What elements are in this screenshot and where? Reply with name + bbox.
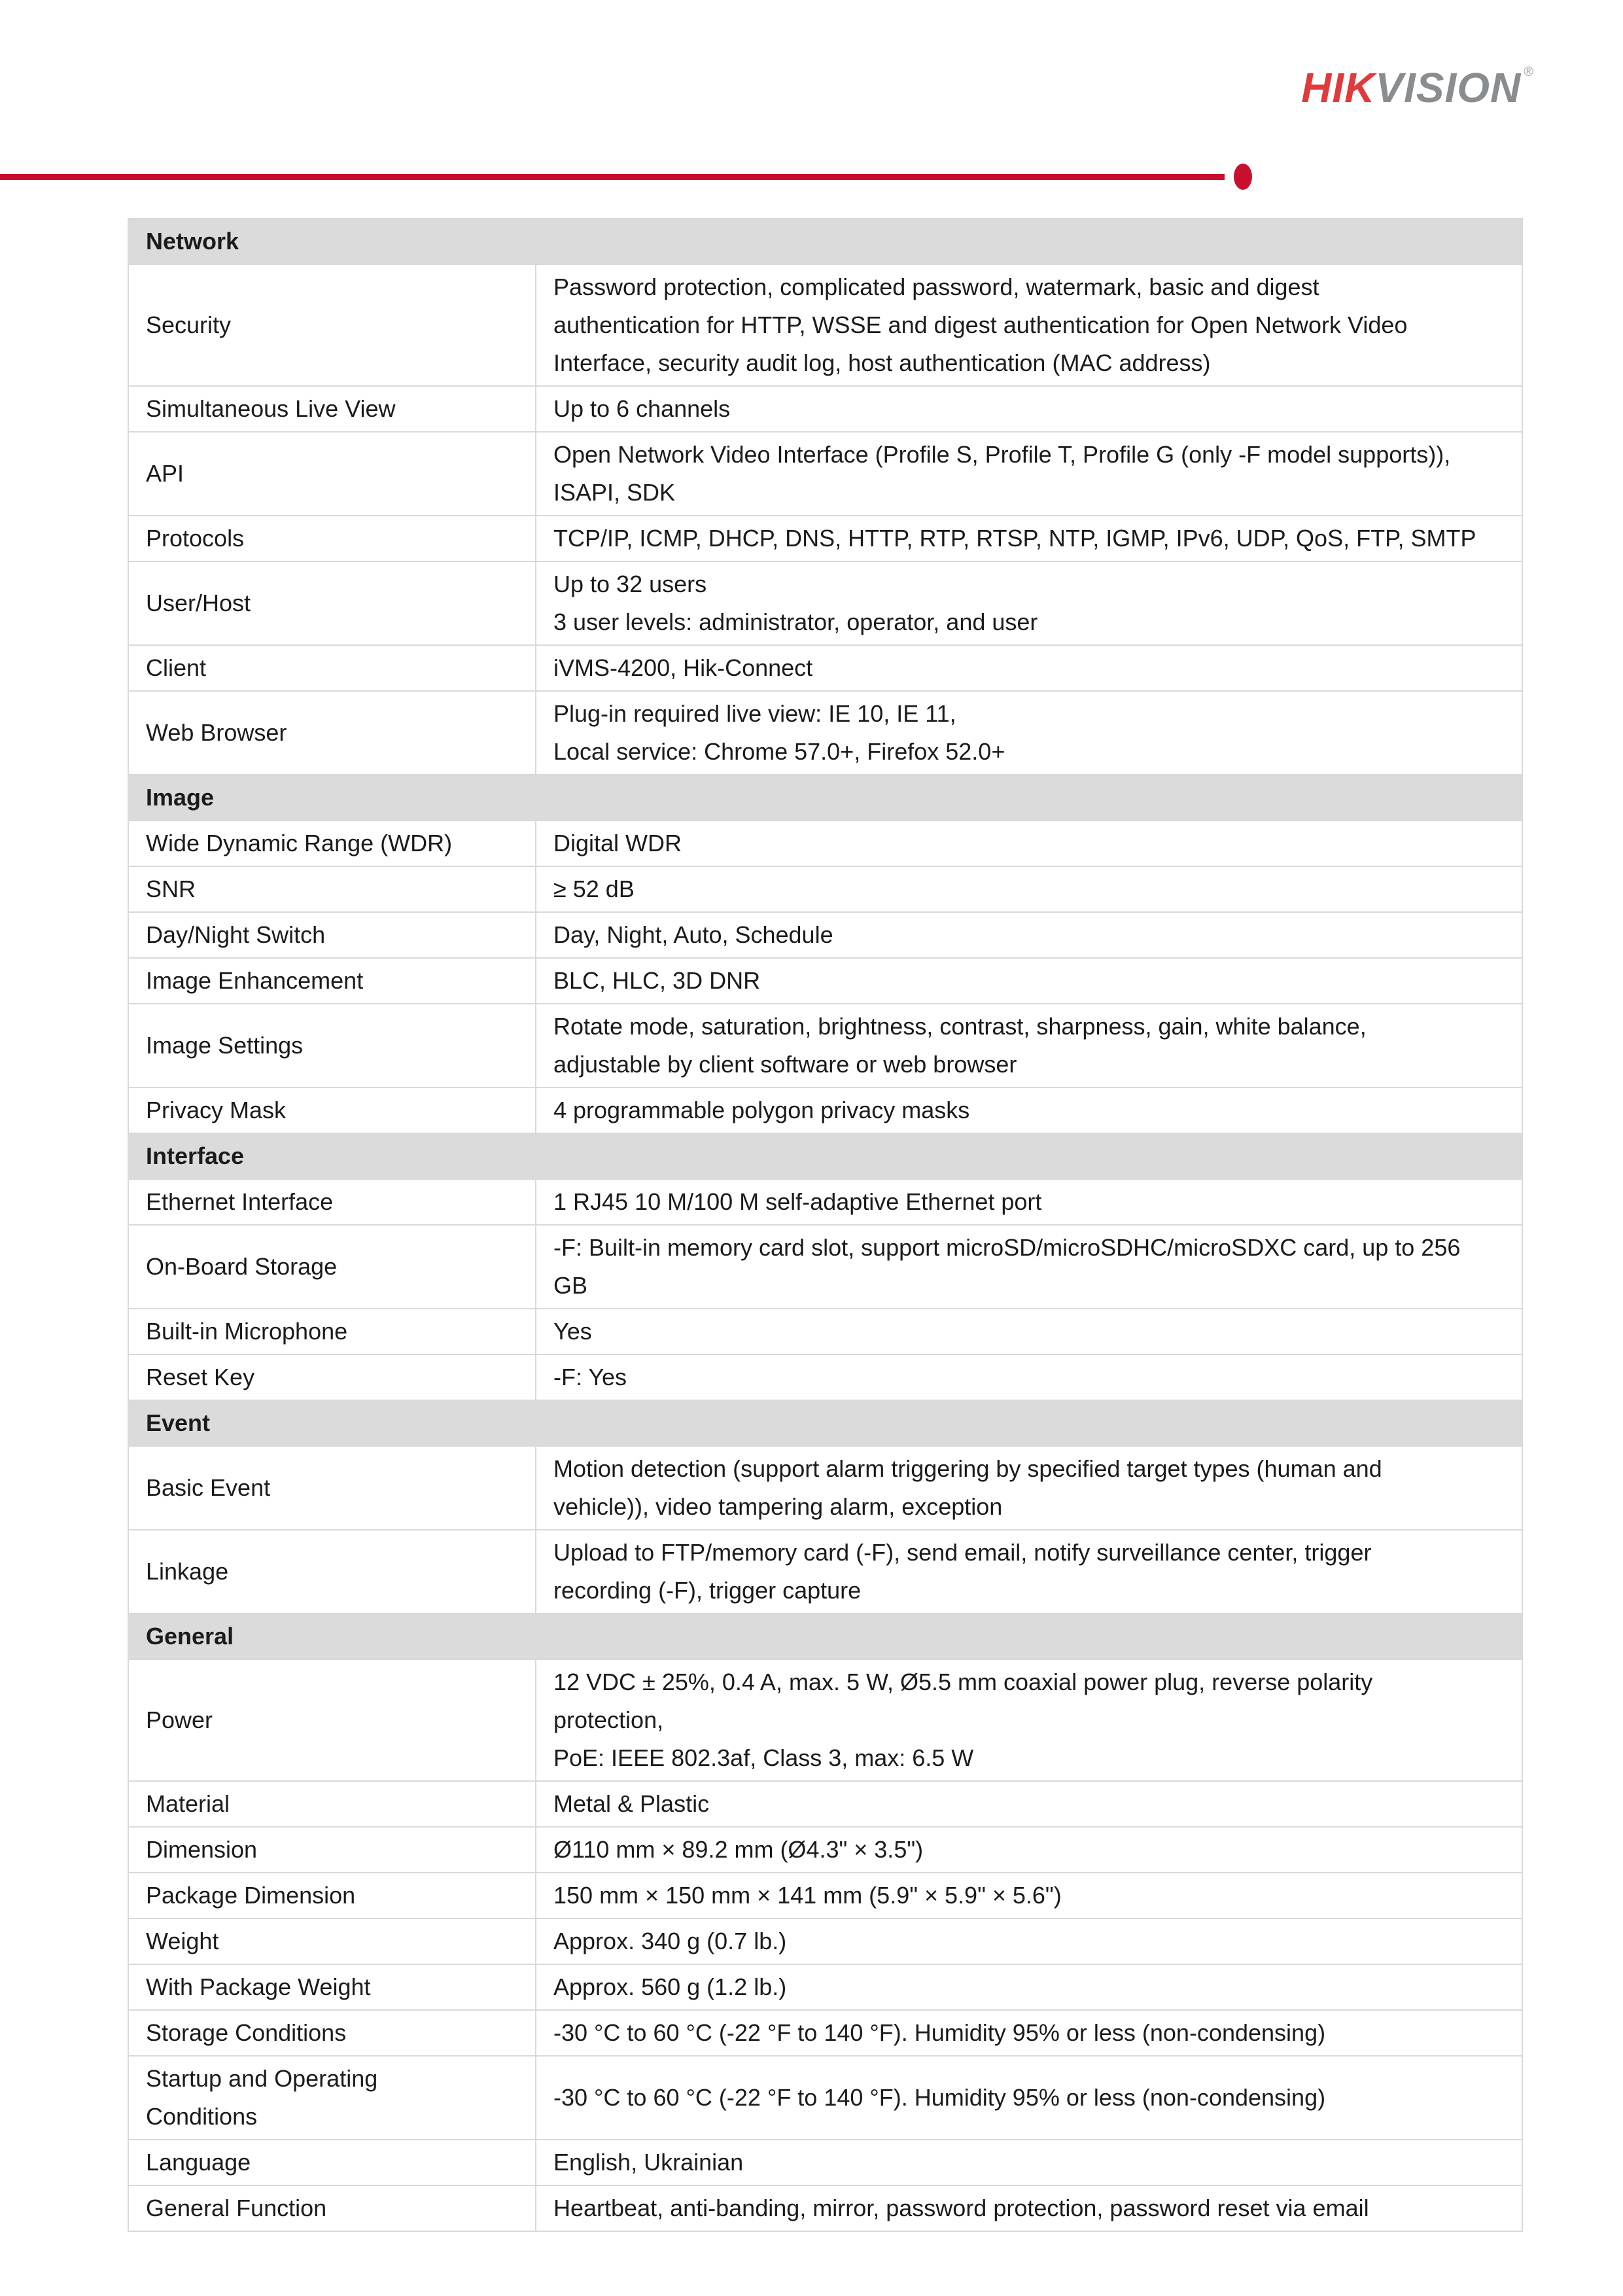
spec-row	[128, 1087, 1522, 1133]
spec-value: Open Network Video Interface (Profile S, Profile T, Profile G (only -F model supports)), ISAPI, SDK	[536, 432, 1522, 516]
spec-label: Startup and Operating Conditions	[128, 2056, 536, 2140]
spec-value: Up to 6 channels	[536, 386, 1522, 432]
spec-value: Up to 32 users 3 user levels: administrator, operator, and user	[536, 561, 1522, 645]
spec-row	[128, 912, 1522, 958]
section-title: General	[128, 1614, 1522, 1659]
spec-table	[128, 218, 1523, 2232]
spec-value: Heartbeat, anti-banding, mirror, password protection, password reset via email	[536, 2185, 1522, 2231]
logo-vision-text: VISION	[1375, 64, 1522, 111]
spec-label: Package Dimension	[128, 1873, 536, 1918]
spec-label: General Function	[128, 2185, 536, 2231]
spec-row	[128, 2056, 1522, 2140]
spec-label: Basic Event	[128, 1446, 536, 1530]
spec-label: With Package Weight	[128, 1964, 536, 2010]
spec-value: ≥ 52 dB	[536, 866, 1522, 912]
spec-label: Web Browser	[128, 691, 536, 775]
spec-label: Power	[128, 1659, 536, 1781]
spec-row	[128, 866, 1522, 912]
spec-label: Protocols	[128, 516, 536, 561]
spec-row	[128, 1964, 1522, 2010]
spec-label: Material	[128, 1781, 536, 1827]
spec-row	[128, 1004, 1522, 1087]
section-title: Event	[128, 1400, 1522, 1446]
spec-value: -30 °C to 60 °C (-22 °F to 140 °F). Humidity 95% or less (non-condensing)	[536, 2010, 1522, 2056]
spec-value: iVMS-4200, Hik-Connect	[536, 645, 1522, 691]
spec-label: Weight	[128, 1918, 536, 1964]
spec-label: Storage Conditions	[128, 2010, 536, 2056]
spec-row	[128, 1918, 1522, 1964]
spec-value: Upload to FTP/memory card (-F), send email, notify surveillance center, trigger recording (-F), trigger capture	[536, 1530, 1522, 1614]
spec-value: Rotate mode, saturation, brightness, contrast, sharpness, gain, white balance, adjustable by client software or web browser	[536, 1004, 1522, 1087]
spec-label: Linkage	[128, 1530, 536, 1614]
spec-value: English, Ukrainian	[536, 2140, 1522, 2185]
spec-value: BLC, HLC, 3D DNR	[536, 958, 1522, 1004]
spec-row	[128, 821, 1522, 866]
spec-row	[128, 2140, 1522, 2185]
spec-row	[128, 645, 1522, 691]
spec-row	[128, 1354, 1522, 1400]
header-rule-divider	[0, 174, 1225, 180]
section-title: Network	[128, 219, 1522, 264]
spec-value: Ø110 mm × 89.2 mm (Ø4.3" × 3.5")	[536, 1827, 1522, 1873]
spec-value: -F: Built-in memory card slot, support microSD/microSDHC/microSDXC card, up to 256 GB	[536, 1225, 1522, 1309]
spec-value: Approx. 340 g (0.7 lb.)	[536, 1918, 1522, 1964]
section-header-row-general	[128, 1614, 1522, 1659]
spec-row	[128, 1225, 1522, 1309]
spec-value: Day, Night, Auto, Schedule	[536, 912, 1522, 958]
spec-row	[128, 264, 1522, 386]
spec-value: 4 programmable polygon privacy masks	[536, 1087, 1522, 1133]
registered-trademark-icon: ®	[1524, 65, 1534, 79]
section-header-row-interface	[128, 1133, 1522, 1179]
spec-label: On-Board Storage	[128, 1225, 536, 1309]
spec-label: Wide Dynamic Range (WDR)	[128, 821, 536, 866]
spec-value: -F: Yes	[536, 1354, 1522, 1400]
spec-value: 12 VDC ± 25%, 0.4 A, max. 5 W, Ø5.5 mm coaxial power plug, reverse polarity protection, PoE: IEEE 802.3af, Class 3, max: 6.5 W	[536, 1659, 1522, 1781]
spec-table-body	[128, 219, 1522, 2231]
spec-row	[128, 1309, 1522, 1354]
spec-label: Dimension	[128, 1827, 536, 1873]
spec-row	[128, 2185, 1522, 2231]
spec-row	[128, 386, 1522, 432]
spec-value: 150 mm × 150 mm × 141 mm (5.9" × 5.9" × 5.6")	[536, 1873, 1522, 1918]
spec-label: User/Host	[128, 561, 536, 645]
spec-label: Ethernet Interface	[128, 1179, 536, 1225]
spec-row	[128, 561, 1522, 645]
spec-row	[128, 2010, 1522, 2056]
section-title: Image	[128, 775, 1522, 821]
spec-row	[128, 691, 1522, 775]
spec-label: Language	[128, 2140, 536, 2185]
spec-label: Day/Night Switch	[128, 912, 536, 958]
logo-hik-text: HIK	[1301, 64, 1376, 111]
spec-row	[128, 1873, 1522, 1918]
spec-row	[128, 1781, 1522, 1827]
spec-row	[128, 958, 1522, 1004]
spec-label: SNR	[128, 866, 536, 912]
spec-value: Yes	[536, 1309, 1522, 1354]
spec-label: API	[128, 432, 536, 516]
spec-value: Plug-in required live view: IE 10, IE 11, Local service: Chrome 57.0+, Firefox 52.0+	[536, 691, 1522, 775]
spec-label: Simultaneous Live View	[128, 386, 536, 432]
spec-label: Client	[128, 645, 536, 691]
spec-value: Digital WDR	[536, 821, 1522, 866]
spec-value: Password protection, complicated password, watermark, basic and digest authentication for HTTP, WSSE and digest authentication for Open Network Video Interface, security audit log, host authentication (MAC address)	[536, 264, 1522, 386]
spec-value: 1 RJ45 10 M/100 M self-adaptive Ethernet port	[536, 1179, 1522, 1225]
spec-label: Privacy Mask	[128, 1087, 536, 1133]
spec-label: Built-in Microphone	[128, 1309, 536, 1354]
header-rule-dot	[1234, 164, 1252, 190]
spec-row	[128, 1446, 1522, 1530]
spec-label: Security	[128, 264, 536, 386]
spec-value: Metal & Plastic	[536, 1781, 1522, 1827]
section-header-row-image	[128, 775, 1522, 821]
hikvision-logo	[1301, 64, 1534, 111]
section-header-row-network	[128, 219, 1522, 264]
spec-label: Reset Key	[128, 1354, 536, 1400]
spec-row	[128, 1530, 1522, 1614]
spec-row	[128, 432, 1522, 516]
spec-row	[128, 516, 1522, 561]
spec-row	[128, 1827, 1522, 1873]
spec-label: Image Enhancement	[128, 958, 536, 1004]
spec-value: Motion detection (support alarm triggering by specified target types (human and vehicle)), video tampering alarm, exception	[536, 1446, 1522, 1530]
spec-label: Image Settings	[128, 1004, 536, 1087]
spec-row	[128, 1659, 1522, 1781]
spec-value: TCP/IP, ICMP, DHCP, DNS, HTTP, RTP, RTSP, NTP, IGMP, IPv6, UDP, QoS, FTP, SMTP	[536, 516, 1522, 561]
spec-value: -30 °C to 60 °C (-22 °F to 140 °F). Humidity 95% or less (non-condensing)	[536, 2056, 1522, 2140]
spec-value: Approx. 560 g (1.2 lb.)	[536, 1964, 1522, 2010]
section-title: Interface	[128, 1133, 1522, 1179]
spec-row	[128, 1179, 1522, 1225]
section-header-row-event	[128, 1400, 1522, 1446]
